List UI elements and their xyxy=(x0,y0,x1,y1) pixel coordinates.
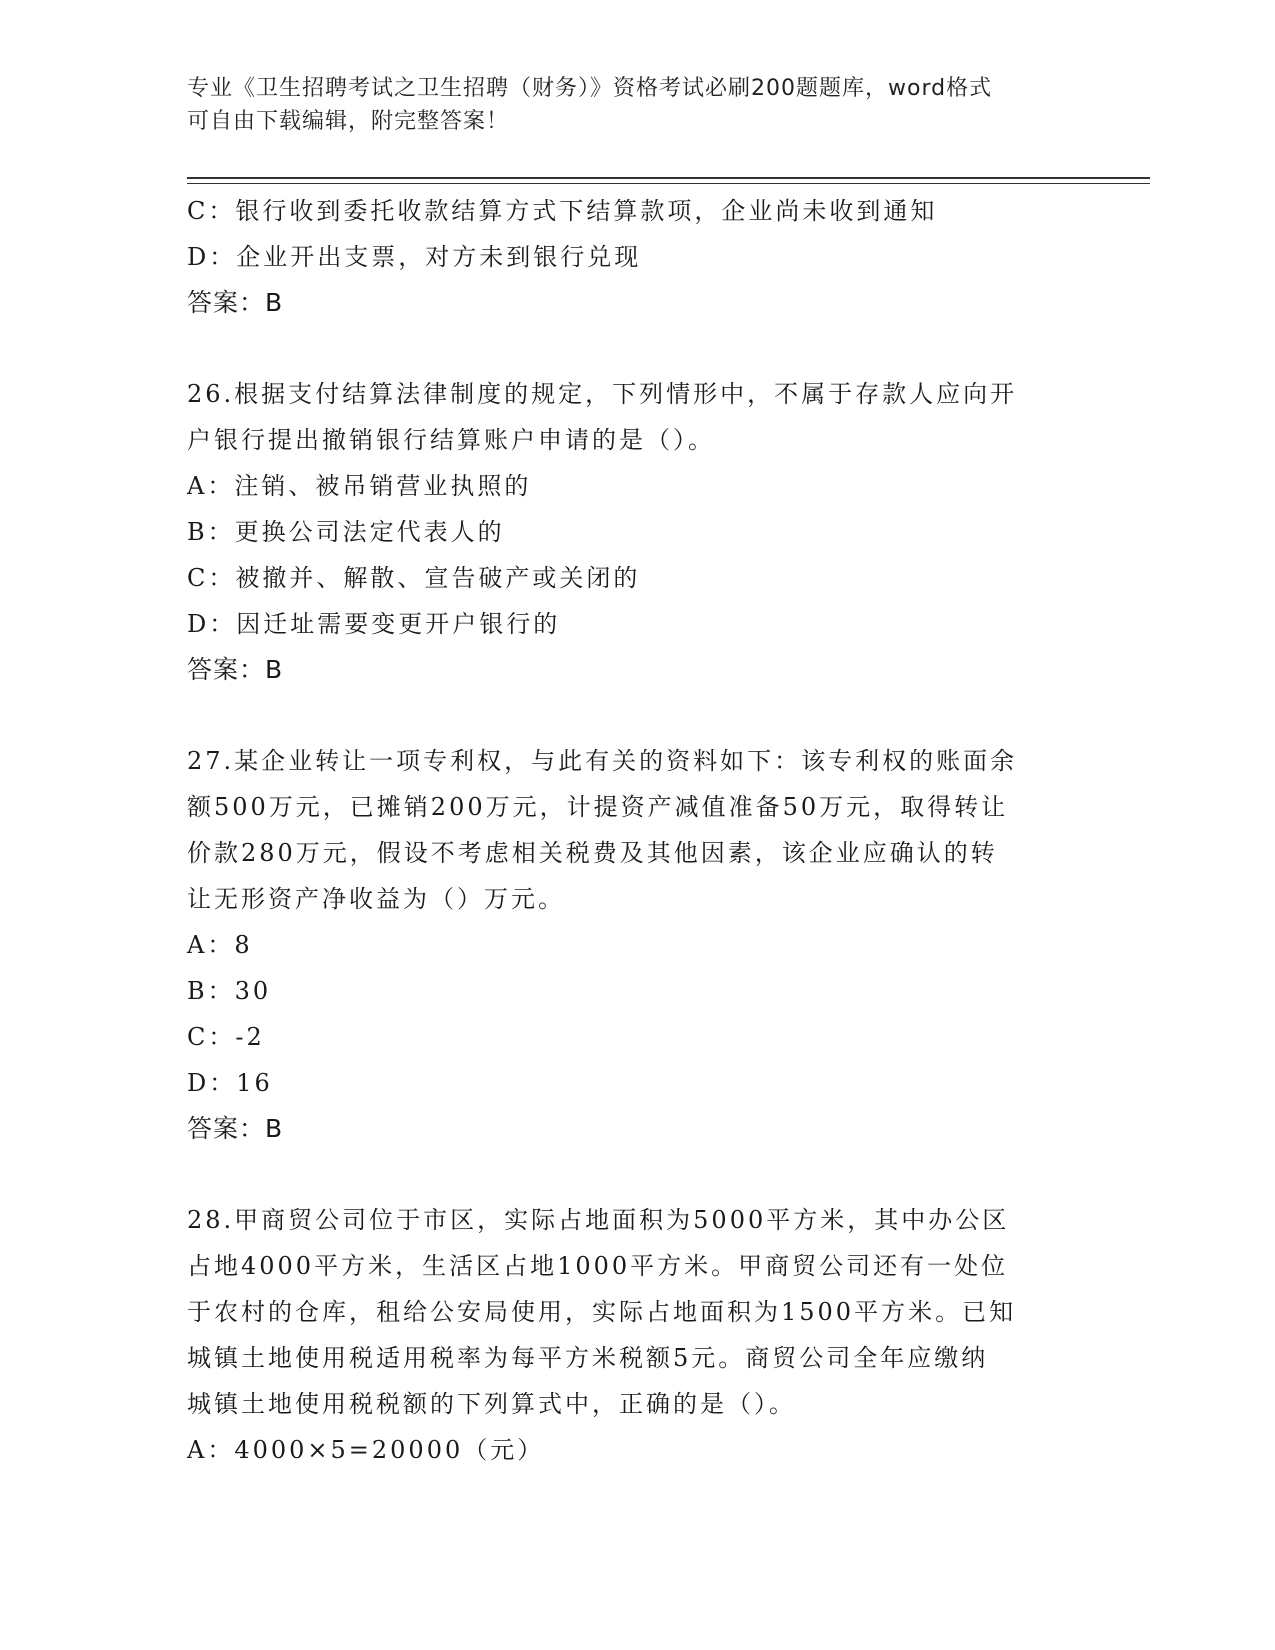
option-a: A：8 xyxy=(187,931,253,959)
option-b: B：30 xyxy=(187,977,272,1005)
option-c: C：银行收到委托收款结算方式下结算款项，企业尚未收到通知 xyxy=(187,197,938,225)
question-26 xyxy=(187,371,1087,693)
question-text-line: 让无形资产净收益为（）万元。 xyxy=(187,885,565,913)
question-text-line: 价款280万元，假设不考虑相关税费及其他因素，该企业应确认的转 xyxy=(187,839,998,867)
answer: 答案：B xyxy=(187,288,284,317)
header-divider-thin xyxy=(187,183,1150,184)
answer: 答案：B xyxy=(187,1114,284,1143)
option-a: A：注销、被吊销营业执照的 xyxy=(187,472,532,500)
document-body xyxy=(187,188,1087,1473)
option-a: A：4000×5=20000（元） xyxy=(187,1436,545,1464)
option-d: D：因迁址需要变更开户银行的 xyxy=(187,610,561,638)
answer: 答案：B xyxy=(187,655,284,684)
header-line-1: 专业《卫生招聘考试之卫生招聘（财务）》资格考试必刷200题题库，word格式 xyxy=(187,76,993,101)
question-text-line: 额500万元，已摊销200万元，计提资产减值准备50万元，取得转让 xyxy=(187,793,1009,821)
question-text-line: 城镇土地使用税适用税率为每平方米税额5元。商贸公司全年应缴纳 xyxy=(187,1344,989,1372)
question-28 xyxy=(187,1197,1087,1473)
question-27 xyxy=(187,738,1087,1152)
option-d: D：16 xyxy=(187,1069,273,1097)
option-c: C：-2 xyxy=(187,1023,265,1051)
option-c: C：被撤并、解散、宣告破产或关闭的 xyxy=(187,564,641,592)
question-text-line: 于农村的仓库，租给公安局使用，实际占地面积为1500平方米。已知 xyxy=(187,1298,1017,1326)
question-text-line: 27.某企业转让一项专利权，与此有关的资料如下：该专利权的账面余 xyxy=(187,747,1018,775)
option-d: D：企业开出支票，对方未到银行兑现 xyxy=(187,243,642,271)
question-text-line: 26.根据支付结算法律制度的规定，下列情形中，不属于存款人应向开 xyxy=(187,380,1018,408)
prev-question xyxy=(187,188,1087,326)
option-b: B：更换公司法定代表人的 xyxy=(187,518,505,546)
question-text-line: 28.甲商贸公司位于市区，实际占地面积为5000平方米，其中办公区 xyxy=(187,1206,1010,1234)
question-text-line: 城镇土地使用税税额的下列算式中，正确的是（）。 xyxy=(187,1390,796,1418)
document-header xyxy=(187,72,1087,138)
header-divider-thick xyxy=(187,177,1150,179)
question-text-line: 户银行提出撤销银行结算账户申请的是（）。 xyxy=(187,426,715,454)
question-text-line: 占地4000平方米，生活区占地1000平方米。甲商贸公司还有一处位 xyxy=(187,1252,1009,1280)
header-line-2: 可自由下载编辑，附完整答案！ xyxy=(187,109,510,134)
